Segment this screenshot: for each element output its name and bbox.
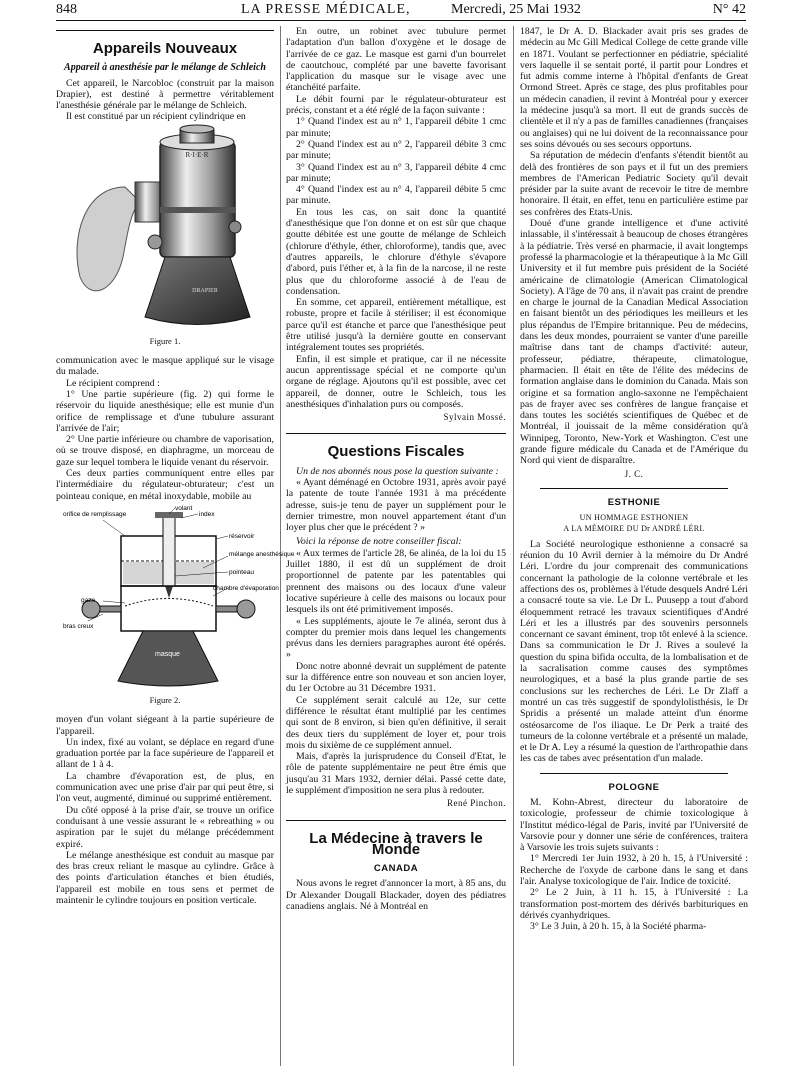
paragraph: Ces deux parties communiquent entre elles par l'intermédiaire du régulateur-obturateur; c'est un pointeau conique, en métal inoxydable, mobile au: [56, 468, 274, 502]
label-index: index: [198, 510, 215, 518]
label-gaze: gaze: [80, 596, 95, 604]
paragraph: Il est constitué par un récipient cylindrique en: [66, 111, 246, 123]
author-signature: J. C.: [624, 468, 644, 479]
list-item: 2° Le 2 Juin, à 11 h. 15, à l'Université : La transformation post-mortem des dérivés barbituriques en dérivés cyanhydriques.: [520, 887, 748, 921]
paragraph: « Aux termes de l'article 28, 6e alinéa, de la loi du 15 Juillet 1880, il est dû un supplément de droit proportionnel de patente par les patentables qui prennent des maisons ou des locaux d'une valeur locative supérieure à celle des maisons ou locaux pour lesquels ils ont été primitivement imposés.: [286, 547, 506, 616]
paragraph: Sa réputation de médecin d'enfants s'étendit bientôt au delà des frontières de son pays et il fut un des premiers membres de l'American Pediatric Society qu'il devait présider par la suite avant de recevoir le titre de membre honoraire. Il était, en effet, tenu en particulière estime par ses confrères des Etats-Unis.: [520, 150, 748, 218]
paragraph: communication avec le masque appliqué sur le visage du malade.: [56, 355, 274, 378]
paragraph: Enfin, il est simple et pratique, car il ne nécessite aucun apprentissage spécial et ne comporte qu'un organe de réglage. Ajoutons qu'il est possible, avec cet appareil, de donner, outre le Schleich, tous les anesthésiques d'inhalation purs ou composés.: [286, 353, 506, 410]
paragraph: Le mélange anesthésique est conduit au masque par des bras creux reliant le masque au cylindre. Grâce à des points d'articulation étanches et bien étudiés, l'appareil est mobile en tous sens et permet de maintenir le cylindre toujours en position verticale.: [56, 849, 274, 906]
section-title-medecine-monde: La Médecine à travers le Monde: [309, 829, 483, 858]
country-heading-esthonie: ESTHONIE: [607, 496, 661, 508]
paragraph: M. Kohn-Abrest, directeur du laboratoire de toxicologie, professeur de chimie toxicologique à l'Institut médico-légal de Paris, invité par l'Université de Varsovie pour y donner une série de conférences, traitera à Varsovie les trois sujets suivants :: [520, 797, 748, 854]
label-melange: mélange anesthésique: [228, 550, 294, 558]
list-item: 3° Quand l'index est au n° 3, l'appareil débite 4 cmc par minute;: [286, 161, 506, 184]
figure-2-caption: Figure 2.: [149, 694, 181, 705]
list-item: 1° Mercredi 1er Juin 1932, à 20 h. 15, à l'Université : Recherche de l'oxyde de carbone dans le sang et dans l'air. Analyse toxicologique de l'air. Indice de toxicité.: [520, 853, 748, 888]
paragraph: moyen d'un volant siégeant à la partie supérieure de l'appareil.: [56, 714, 274, 737]
author-signature: Sylvain Mossé.: [443, 412, 506, 423]
paragraph: Donc notre abonné devrait un supplément de patente sur la différence entre son nouveau et son ancien loyer, du 1er Octobre au 31 Décembre 1931.: [286, 660, 506, 695]
issue-date: Mercredi, 25 Mai 1932: [451, 2, 581, 17]
country-heading-canada: CANADA: [373, 863, 419, 875]
article-subheading: UN HOMMAGE ESTHONIEN: [579, 513, 689, 523]
column-middle: [286, 26, 506, 1076]
journal-title: LA PRESSE MÉDICALE,: [241, 2, 411, 17]
paragraph: 1847, le Dr A. D. Blackader avait pris ses grades de médecin au Mc Gill Medical College de cette grande ville en 1871. Voulant se perfectionner en pédiatrie, spécialité vers laquelle il se sentait porté, il partit pour Londres et fut admis comme interne à l'hôpital d'enfants de Great Ormond Street. Après ce stage, des plus profitables pour un médecin canadien, il revint à Montréal pour y exercer la médecine jusqu'à sa mort. Il eut de grands succès de clientèle et il n'y a pas de familles canadiennes (françaises ou anglaises) qui ne lui doivent de la reconnaissance pour ses soins dévoués ou ses secours opportuns.: [520, 26, 748, 150]
paragraph: Le débit fourni par le régulateur-obturateur est précis, constant et a été réglé de la façon suivante :: [286, 93, 506, 117]
list-item: 2° Quand l'index est au n° 2, l'appareil débite 3 cmc par minute;: [286, 138, 506, 162]
author-signature: René Pinchon.: [447, 798, 506, 809]
paragraph: La Société neurologique esthonienne a consacré sa réunion du 10 Avril dernier à la mémoire du Dr André Léri. L'ordre du jour comprenait des communications concernant la pathologie de la colonne vertébrale et les affections des os, problèmes à l'étude desquels André Léri a consacré toute sa vie. Le Dr L. Puusepp a tout d'abord éloquemment retracé les travaux scientifiques d'André Léri et les a illustrés par des souvenirs personnels concernant ce savant éminent, trop tôt enlevé à la science. Dans sa communication le Dr J. Rives a soulevé la question du spina bifida occulta, de la lombalisation et de la sacralisation comme causes des symptômes neurologiques, et a basé la plus grande partie de ses conclusions sur les recherches de Léri. Le Dr Zlaff a montré un cas très suggestif de spondylolisthésis, le Dr Spridis a présenté un malade atteint d'un énorme ostéosarcome de l'os iliaque. Le Dr Perk a traité des tumeurs de la colonne vertébrale et a présenté un malade, et le Dr A. Ley a résumé la question de l'arthropathie dans les cas de tabes avec présentation d'un malade.: [520, 538, 748, 765]
paragraph: En tous les cas, on sait donc la quantité d'anesthésique que l'on donne et on est sûr que chaque goutte débitée est une goutte de mélange de Schleich (chlorure d'éthyle, éther, chloroforme), tandis que, avec d'autres appareils, le chlorure d'éthyle s'évapore d'abord, puis l'éther et, à la fin de la narcose, il ne reste plus que du chloroforme associé à de l'eau de condensation.: [286, 206, 506, 297]
label-reservoir: réservoir: [228, 532, 254, 540]
section-rule: [286, 820, 506, 821]
label-pointeau: pointeau: [228, 568, 254, 576]
article-subtitle: Appareil à anesthésie par le mélange de Schleich: [64, 62, 266, 74]
section-rule: [286, 433, 506, 434]
figure-1-caption: Figure 1.: [149, 335, 181, 346]
divider: [540, 488, 728, 489]
issue-number: N° 42: [712, 2, 746, 17]
page-number: 848: [56, 2, 77, 17]
reader-question: « Ayant déménagé en Octobre 1931, après avoir payé la patente de toute l'année 1931 à ma précédente adresse, suis-je tenu de payer un supplément pour le dernier trimestre, mon nouvel appartement étant d'un loyer plus cher que le précédent ? »: [286, 476, 506, 534]
figure-1-engraving-top: R·I·E·R: [185, 150, 209, 159]
label-masque: masque: [154, 650, 180, 658]
paragraph: Du côté opposé à la prise d'air, se trouve un orifice conduisant à une vessie assurant le « rebreathing » ou aspiration par le sujet du mélange précédemment expiré.: [56, 804, 274, 850]
paragraph: « Les suppléments, ajoute le 7e alinéa, seront dus à compter du premier mois dans lequel les changements prévus dans les derniers paragraphes auront été opérés. »: [286, 615, 506, 661]
label-bras: bras creux: [62, 622, 93, 630]
column-left: [56, 26, 294, 1076]
divider: [540, 773, 728, 774]
paragraph: Ce supplément serait calculé au 12e, sur cette différence le résultat étant multiplié par les centimes qui sont de 8 environ, si bien qu'en définitive, il serait des deux tiers du supplément de loyer et, pour trois mois du sixième de ce supplément annuel.: [286, 694, 506, 751]
page-header: [56, 0, 746, 21]
label-volant: volant: [174, 504, 192, 512]
paragraph: Nous avons le regret d'annoncer la mort, à 85 ans, du Dr Alexander Dougall Blackader, doyen des pédiatres canadiens anglais. Né à Montréal en: [286, 878, 506, 913]
section-title-questions-fiscales: Questions Fiscales: [327, 443, 465, 461]
country-heading-pologne: POLOGNE: [608, 781, 660, 793]
paragraph: 2° Une partie inférieure ou chambre de vaporisation, où se trouve disposé, en diaphragme, un morceau de gaze sur lequel tombera le liquide venant du réservoir.: [56, 434, 274, 468]
paragraph: Mais, d'après la jurisprudence du Conseil d'Etat, le rôle de patente supplémentaire ne peut être émis que jusqu'au 31 Mars 1932, dernier délai. Passé cette date, le supplément d'imposition ne sera plus à redouter.: [286, 751, 506, 796]
label-chambre: chambre d'évaporation: [212, 584, 279, 592]
figure-1-narcobloc-illustration: [65, 127, 265, 332]
section-title-appareils: Appareils Nouveaux: [92, 40, 238, 57]
list-item: 1° Quand l'index est au n° 1, l'appareil débite 1 cmc par minute;: [286, 116, 506, 139]
column-rule: [513, 26, 514, 1066]
paragraph: Le récipient comprend :: [66, 377, 160, 389]
paragraph-intro: Un de nos abonnés nous pose la question suivante :: [296, 465, 499, 477]
label-orifice: orifice de remplissage: [62, 510, 126, 518]
figure-2-cross-section-diagram: [62, 504, 294, 691]
section-rule: [56, 30, 274, 31]
figure-1-engraving-base: DRAPIER: [192, 287, 218, 294]
list-item: 3° Le 3 Juin, à 20 h. 15, à la Société pharma-: [530, 921, 707, 933]
paragraph: La chambre d'évaporation est, de plus, en communication avec une prise d'air par qui peut être, si l'on veut, augmenté, diminué ou supprimé entièrement.: [56, 770, 274, 805]
list-item: 4° Quand l'index est au n° 4, l'appareil débite 5 cmc par minute.: [286, 184, 506, 207]
column-rule: [280, 26, 281, 1066]
paragraph: Cet appareil, le Narcobloc (construit par la maison Drapier), est destiné à permettre véritablement l'anesthésie générale par le mélange de Schleich.: [56, 77, 274, 112]
article-subheading: A LA MÉMOIRE DU Dr ANDRÉ LÉRI.: [563, 524, 705, 534]
column-right: [520, 26, 748, 1076]
paragraph: Un index, fixé au volant, se déplace en regard d'une graduation portée par la face supérieure de l'appareil et allant de 1 à 4.: [56, 736, 274, 771]
paragraph: 1° Une partie supérieure (fig. 2) qui forme le réservoir du liquide anesthésique; elle est munie d'un orifice de remplissage et d'une tubulure assurant l'arrivée de l'air;: [56, 388, 274, 434]
paragraph: En outre, un robinet avec tubulure permet l'adaptation d'un ballon d'oxygène et le dosage de l'arrivée de ce gaz. Le masque est garni d'un bourrelet de caoutchouc, complété par une bavette favorisant l'application du masque sur le visage avec une étanchéité parfaite.: [286, 26, 506, 94]
answer-intro: Voici la réponse de notre conseiller fiscal:: [296, 536, 462, 548]
paragraph: Doué d'une grande intelligence et d'une activité inlassable, il s'intéressait à beaucoup de choses étrangères à la pédiatrie. Très versé en pharmacie, il avait longtemps professé la pharmacologie et la thérapeutique à la Mc Gill University et il fut membre puis président de la Société américaine de climatologie (American Climatological Society). A l'âge de 70 ans, il n'avait pas craint de prendre en charge le journal de la Canadian Medical Association en faisant bientôt un des périodiques les meilleurs et les plus répandus de l'Empire britannique. Peu de médecins, dans les deux mondes, pourraient se vanter d'une pareille maîtrise dans tant de champs d'activité: auteur, professeur, pédiatre, thérapeute, climatologue, pharmacien. Il était en tête de l'élite des médecins de formation anglaise dans le dominion du Canada. Mais son origine et sa formation anglo-saxonne ne l'empêchaient pas de frayer avec ses confrères de langue française et dans toutes les sociétés scientifiques de Québec et de Montréal, il jouissait de la même considération qu'à Winnipeg, Toronto, New-York et Washington. C'est une grande figure médicale du Canada et de l'Amérique du Nord qui vient de disparaître.: [520, 218, 748, 467]
paragraph: En somme, cet appareil, entièrement métallique, est robuste, propre et facile à stériliser; il est économique parce qu'il est étanche et parce que l'anesthésique peut être utilisé jusqu'à la dernière goutte en conservant intégralement toutes ses propriétés.: [286, 297, 506, 354]
